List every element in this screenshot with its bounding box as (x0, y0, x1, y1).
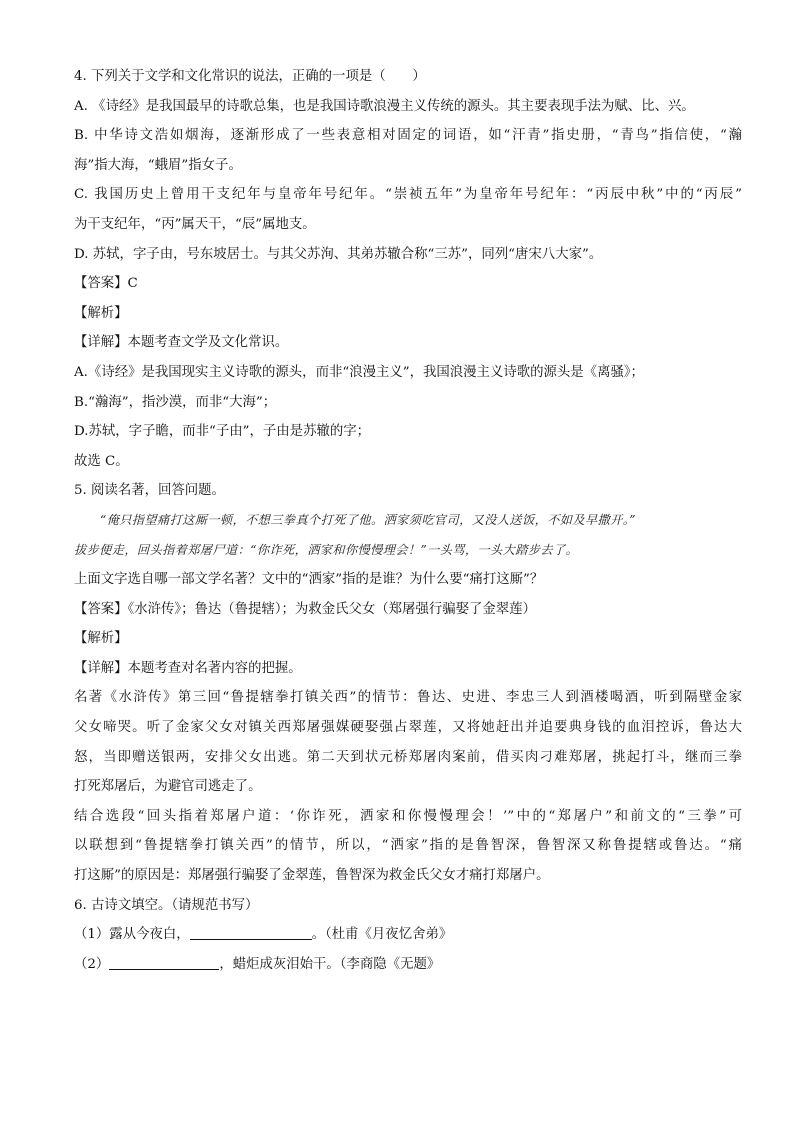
q5-para1-line1: 名著《水浒传》第三回“鲁提辖拳打镇关西”的情节：鲁达、史进、李忠三人到酒楼喝酒，听到隔壁金家 (74, 690, 742, 706)
q6-item1-blank (190, 925, 312, 940)
q6-item2-suffix: ，蜡炬成灰泪始干。（李商隐《无题》 (219, 956, 441, 972)
q4-option-b-line1: B. 中华诗文浩如烟海，逐渐形成了一些表意相对固定的词语，如“汗青”指史册，“青鸟”指信使，“瀚 (74, 128, 742, 144)
q4-explanation-a: A.《诗经》是我国现实主义诗歌的源头，而非“浪漫主义”，我国浪漫主义诗歌的源头是《离骚》； (74, 364, 644, 380)
q5-para1-line2: 父女啼哭。听了金家父女对镇关西郑屠强媒硬娶强占翠莲，又将她赶出并追要典身钱的血泪控诉，鲁达大 (74, 720, 742, 736)
q4-answer: 【答案】C (74, 276, 138, 292)
q4-option-c-line1: C. 我国历史上曾用干支纪年与皇帝年号纪年。“崇祯五年”为皇帝年号纪年：“丙辰中秋”中的“丙辰” (74, 187, 742, 203)
q5-para2-line3: 打这厮”的原因是：郑屠强行骗娶了金翠莲，鲁智深为救金氏父女才痛打郑屠户。 (74, 868, 550, 884)
q4-option-d: D. 苏轼，字子由，号东坡居士。与其父苏洵、其弟苏辙合称“三苏”，同列“唐宋八大家”。 (74, 246, 603, 262)
q6-item1-suffix: 。（杜甫《月夜忆舍弟》 (311, 927, 453, 943)
q4-conclusion: 故选 C。 (74, 453, 129, 469)
q4-option-a: A. 《诗经》是我国最早的诗歌总集，也是我国诗歌浪漫主义传统的源头。其主要表现手法为赋、比、兴。 (74, 98, 695, 114)
document-content (74, 62, 742, 979)
q5-para2-line1: 结合选段“回头指着郑屠户道：‘你诈死，洒家和你慢慢理会！’”中的“郑屠户”和前文的“三拳”可 (74, 808, 742, 824)
q4-explanation-d: D.苏轼，字子瞻，而非“子由”，子由是苏辙的字； (74, 424, 371, 440)
q6-item1-prefix: （1）露从今夜白， (74, 927, 190, 943)
q4-analysis-label: 【解析】 (74, 305, 128, 321)
q4-option-c-line2: 为干支纪年，“丙”属天干，“辰”属地支。 (74, 216, 316, 232)
q4-option-b-line2: 海”指大海，“蛾眉”指女子。 (74, 157, 242, 173)
q6-item-1 (74, 920, 742, 950)
q4-explanation-b: B.“瀚海”，指沙漠，而非“大海”； (74, 394, 277, 410)
q5-para1-line4: 打死郑屠后，为避官司逃走了。 (74, 779, 262, 795)
q5-detail: 【详解】本题考查对名著内容的把握。 (74, 660, 302, 676)
q5-stem: 5. 阅读名著，回答问题。 (74, 483, 225, 499)
q6-item2-prefix: （2） (74, 956, 110, 972)
q5-question: 上面文字选自哪一部文学名著？文中的“洒家”指的是谁？为什么要“痛打这厮”？ (74, 572, 544, 588)
q5-analysis-label: 【解析】 (74, 631, 128, 647)
q5-quote-line1: “俺只指望痛打这厮一顿，不想三拳真个打死了他。洒家须吃官司，又没人送饭，不如及早撒开。” (100, 512, 636, 527)
q4-detail: 【详解】本题考查文学及文化常识。 (74, 335, 289, 351)
q5-para1-line3: 怒，当即赠送银两，安排父女出逃。第二天到状元桥郑屠肉案前，借买肉刁难郑屠，挑起打斗，继而三拳 (74, 749, 742, 765)
q5-para2-line2: 以联想到“鲁提辖拳打镇关西”的情节，所以，“洒家”指的是鲁智深，鲁智深又称鲁提辖或鲁达。“痛 (74, 838, 742, 854)
q5-quote-line2: 拔步便走，回头指着郑屠尸道：“你诈死，洒家和你慢慢理会！”一头骂，一头大踏步去了。 (74, 542, 579, 557)
q5-answer: 【答案】《水浒传》；鲁达（鲁提辖）；为救金氏父女（郑屠强行骗娶了金翠莲） (74, 601, 536, 617)
q4-stem: 4. 下列关于文学和文化常识的说法，正确的一项是（ ） (74, 69, 426, 84)
q6-item2-blank (109, 955, 219, 970)
q6-stem: 6. 古诗文填空。（请规范书写） (74, 897, 259, 913)
q6-item-2 (74, 950, 742, 980)
